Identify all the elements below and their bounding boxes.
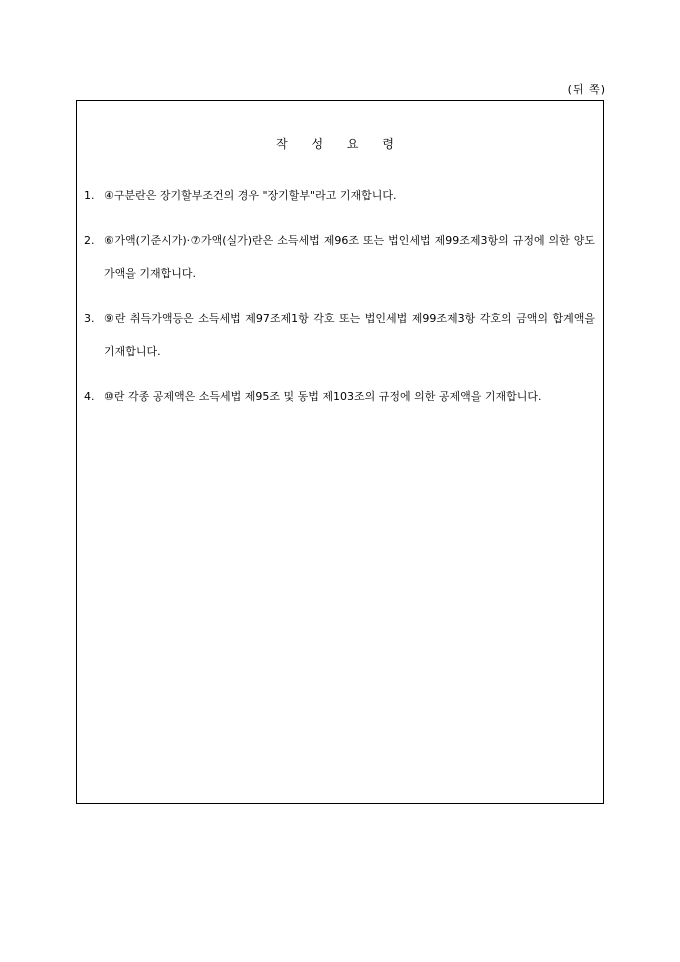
instruction-number: 3. [84,312,95,325]
instructions-box [76,100,604,804]
instruction-text: ⑩란 각종 공제액은 소득세법 제95조 및 동법 제103조의 규정에 의한 공제액을 기재합니다. [104,390,542,403]
instruction-number: 4. [84,390,95,403]
instruction-item [84,224,595,290]
instructions-title: 작 성 요 령 [276,137,404,151]
instruction-text: ⑨란 취득가액등은 소득세법 제97조제1항 각호 또는 법인세법 제99조제3항 각호의 금액의 합계액을 기재합니다. [104,312,595,358]
instruction-text: ⑥가액(기준시가)·⑦가액(실가)란은 소득세법 제96조 또는 법인세법 제99조제3항의 규정에 의한 양도가액을 기재합니다. [104,234,595,280]
instruction-number: 1. [84,189,95,202]
instruction-item [84,380,595,413]
instruction-number: 2. [84,234,95,247]
page-side-label: (뒤 쪽) [567,83,606,96]
instruction-item [84,179,595,212]
instruction-text: ④구분란은 장기할부조건의 경우 "장기할부"라고 기재합니다. [104,189,397,202]
instructions-list [84,179,595,425]
instruction-item [84,302,595,368]
